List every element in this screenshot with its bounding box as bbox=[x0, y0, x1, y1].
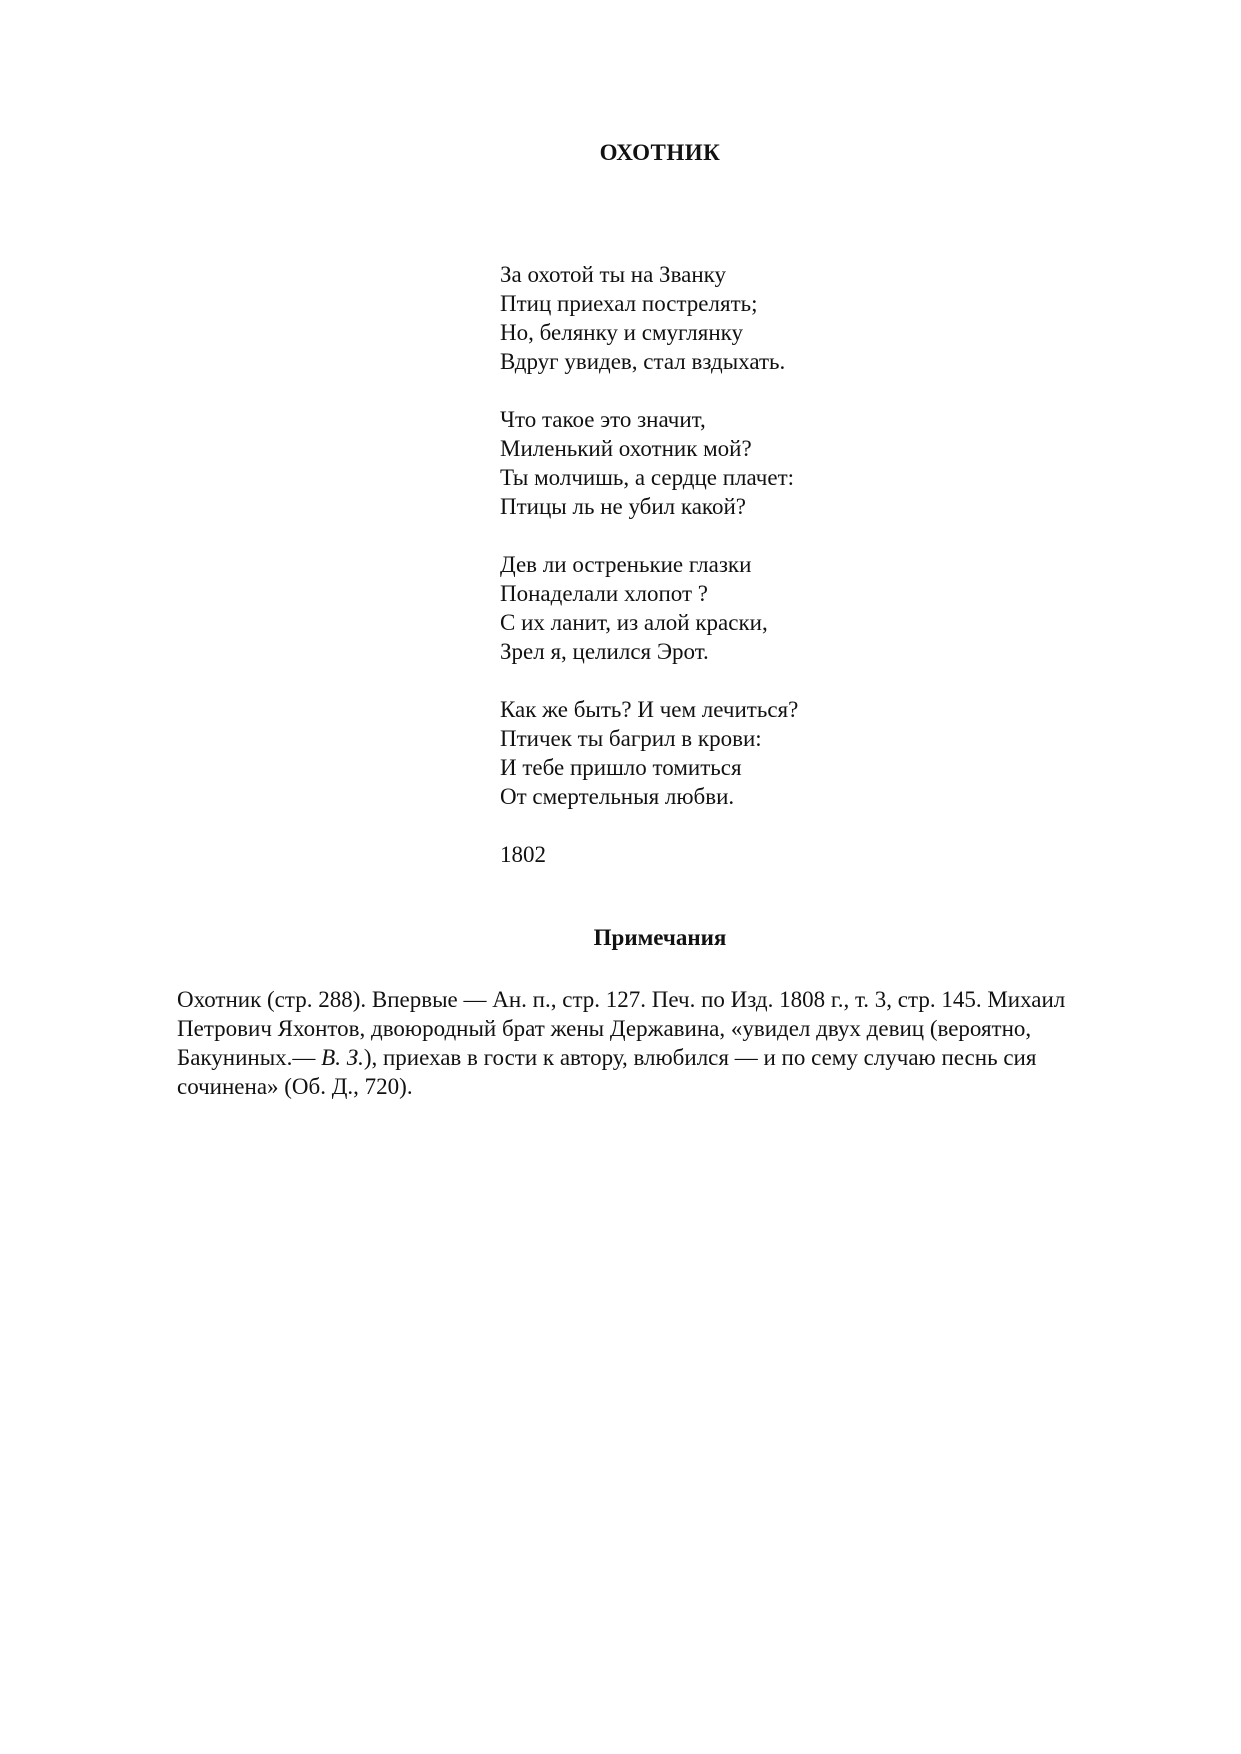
notes-line-part: ), приехав в гости к автору, влюбился — и по сему случаю песнь сия bbox=[363, 1045, 1037, 1070]
poem-line: Как же быть? И чем лечиться? bbox=[500, 697, 799, 722]
poem-line: Вдруг увидев, стал вздыхать. bbox=[500, 349, 786, 374]
poem-line: Ты молчишь, а сердце плачет: bbox=[500, 465, 795, 490]
poem-line: Зрел я, целился Эрот. bbox=[500, 639, 709, 664]
notes-paragraph bbox=[177, 985, 1162, 1101]
poem-year: 1802 bbox=[500, 842, 546, 867]
poem-line: От смертельныя любви. bbox=[500, 784, 735, 809]
poem-line: Миленький охотник мой? bbox=[500, 436, 752, 461]
poem-body bbox=[500, 260, 798, 869]
poem-line: С их ланит, из алой краски, bbox=[500, 610, 768, 635]
poem-line: Но, белянку и смуглянку bbox=[500, 320, 743, 345]
poem-line: Понаделали хлопот ? bbox=[500, 581, 708, 606]
notes-line bbox=[177, 1043, 1162, 1072]
poem-line: Дев ли остренькие глазки bbox=[500, 552, 752, 577]
notes-line-part: Бакуниных.— bbox=[177, 1045, 322, 1070]
stanza-2 bbox=[500, 405, 798, 521]
notes-line: Охотник (стр. 288). Впервые — Ан. п., стр. 127. Печ. по Изд. 1808 г., т. 3, стр. 145. Михаил bbox=[177, 987, 1066, 1012]
poem-line: За охотой ты на Званку bbox=[500, 262, 727, 287]
poem-line: Птицы ль не убил какой? bbox=[500, 494, 746, 519]
poem-line: Птичек ты багрил в крови: bbox=[500, 726, 762, 751]
notes-initials: В. З. bbox=[321, 1045, 364, 1070]
stanza-1 bbox=[500, 260, 798, 376]
stanza-3 bbox=[500, 550, 798, 666]
poem-title: ОХОТНИК bbox=[599, 140, 721, 165]
notes-title: Примечания bbox=[593, 925, 727, 950]
stanza-4 bbox=[500, 695, 798, 811]
poem-line: Птиц приехал пострелять; bbox=[500, 291, 758, 316]
poem-line: И тебе пришло томиться bbox=[500, 755, 742, 780]
notes-line: Петрович Яхонтов, двоюродный брат жены Державина, «увидел двух девиц (вероятно, bbox=[177, 1016, 1032, 1041]
poem-line: Что такое это значит, bbox=[500, 407, 706, 432]
notes-line: сочинена» (Об. Д., 720). bbox=[177, 1074, 413, 1099]
